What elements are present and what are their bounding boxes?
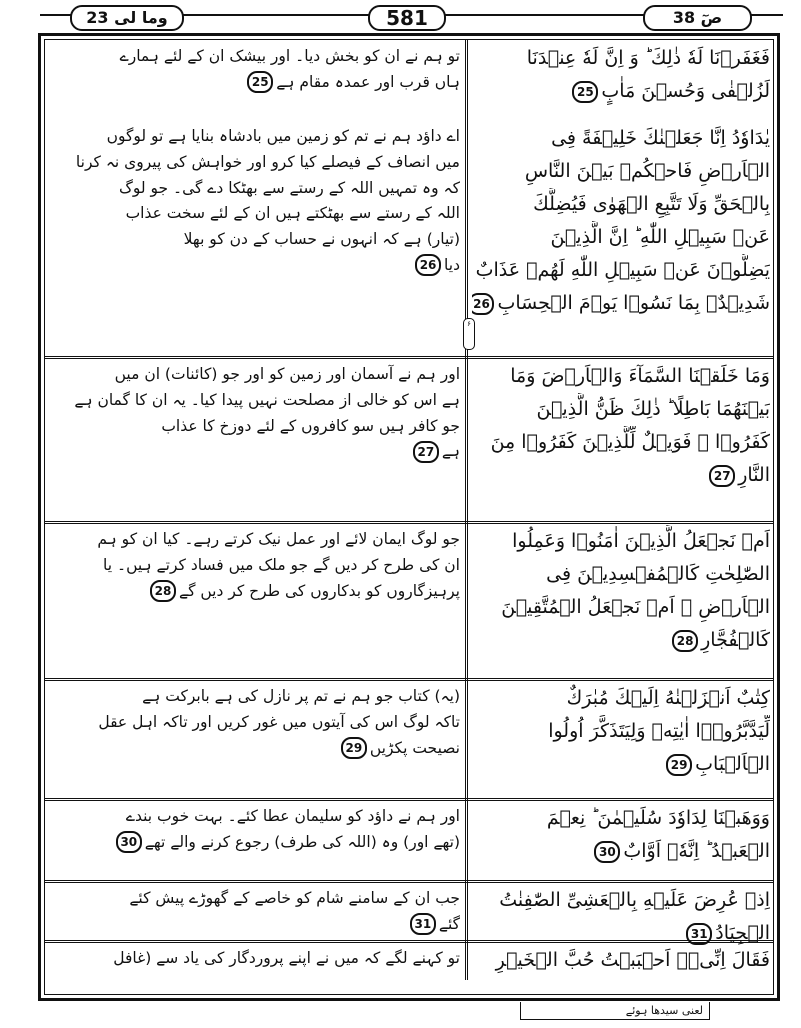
arabic-line: الصّٰلِحٰتِ كَالۡمُفۡسِدِيۡنَ فِى bbox=[546, 563, 770, 585]
arabic-verse bbox=[472, 42, 770, 108]
arabic-verse bbox=[472, 122, 770, 320]
urdu-line: ہے اس کو خالی از مصلحت نہیں پیدا کیا۔ یہ ان کا گمان ہے bbox=[74, 390, 460, 409]
footnote: لعنی سیدھا ہوئے bbox=[520, 1002, 710, 1020]
arabic-line: الۡاَرۡضِ ۖ اَمۡ نَجۡعَلُ الۡمُتَّقِيۡنَ bbox=[501, 596, 770, 618]
arabic-line: بَيۡنَهُمَا بَاطِلًا ؕ ذٰلِكَ ظَنُّ الَّذِيۡنَ bbox=[536, 398, 770, 420]
arabic-line: كِتٰبٌ اَنۡزَلۡنٰهُ اِلَيۡكَ مُبٰرَكٌ bbox=[566, 687, 770, 709]
urdu-line: اور ہم نے آسمان اور زمین کو اور جو (کائنات) ان میں bbox=[114, 365, 460, 383]
para-label: وما لی 23 bbox=[70, 5, 184, 31]
ayah-number-badge: 29 bbox=[341, 737, 367, 759]
urdu-line: اللہ کے رستے سے بھٹکتے ہیں ان کے لئے سخت عذاب bbox=[125, 204, 460, 223]
ayah-number-badge: 30 bbox=[116, 831, 142, 853]
section-divider bbox=[45, 356, 773, 359]
urdu-translation bbox=[48, 44, 460, 96]
arabic-verse bbox=[472, 360, 770, 492]
ayah-number-badge: 26 bbox=[415, 254, 441, 276]
urdu-line: تو کہنے لگے کہ میں نے اپنے پروردگار کی یاد سے (غافل bbox=[113, 949, 460, 967]
arabic-line: لَزُلۡفٰى وَحُسۡنَ مَاٰبٍ25 bbox=[472, 75, 770, 108]
ayah-number-badge: 28 bbox=[672, 630, 698, 652]
arabic-verse bbox=[472, 944, 770, 977]
arabic-verse bbox=[472, 802, 770, 868]
urdu-translation bbox=[48, 684, 460, 761]
arabic-line: الۡاَلۡبَابِ29 bbox=[472, 748, 770, 781]
urdu-line: نصیحت پکڑیں29 bbox=[48, 736, 460, 762]
ayah-number-badge: 27 bbox=[413, 441, 439, 463]
arabic-line: اِذۡ عُرِضَ عَلَيۡهِ بِالۡعَشِىِّ الصّٰفِنٰتُ bbox=[499, 889, 770, 911]
urdu-translation bbox=[48, 946, 460, 972]
arabic-line: كَالۡفُجَّارِ28 bbox=[472, 624, 770, 657]
arabic-line: وَمَا خَلَقۡنَا السَّمَآءَ وَالۡاَرۡضَ وَمَا bbox=[510, 365, 770, 387]
arabic-line: الۡعَبۡدُ ؕ اِنَّهٗۤ اَوَّابٌ30 bbox=[472, 835, 770, 868]
ayah-number-badge: 25 bbox=[247, 71, 273, 93]
urdu-line: جب ان کے سامنے شام کو خاصے کے گھوڑے پیش کئے bbox=[129, 889, 460, 907]
arabic-line: الۡاَرۡضِ فَاحۡكُمۡ بَيۡنَ النَّاسِ bbox=[524, 160, 770, 182]
arabic-line: لِّيَدَّبَّرُوۡۤا اٰيٰتِهٖ وَلِيَتَذَكَّرَ اُولُوا bbox=[548, 720, 770, 742]
arabic-line: يٰدَاوٗدُ اِنَّا جَعَلۡنٰكَ خَلِيۡفَةً فِى bbox=[551, 127, 770, 149]
arabic-verse bbox=[472, 884, 770, 950]
urdu-line: ہے27 bbox=[48, 439, 460, 465]
section-divider bbox=[45, 521, 773, 524]
arabic-line: كَفَرُوۡا ۚ فَوَيۡلٌ لِّلَّذِيۡنَ كَفَرُوۡا مِنَ bbox=[490, 431, 770, 453]
surah-label: صٓ 38 bbox=[643, 5, 752, 31]
arabic-line: عَنۡ سَبِيۡلِ اللّٰهِ ؕ اِنَّ الَّذِيۡنَ bbox=[550, 226, 770, 248]
column-divider bbox=[465, 40, 468, 980]
arabic-line: اَمۡ نَجۡعَلُ الَّذِيۡنَ اٰمَنُوۡا وَعَمِلُوا bbox=[512, 530, 770, 552]
arabic-line: النَّارِ27 bbox=[472, 459, 770, 492]
ayah-number-badge: 28 bbox=[150, 580, 176, 602]
urdu-line: تو ہم نے ان کو بخش دیا۔ اور بیشک ان کے لئے ہمارے bbox=[119, 47, 460, 65]
arabic-line: شَدِيۡدٌۢ بِمَا نَسُوۡا يَوۡمَ الۡحِسَابِ26 bbox=[472, 287, 770, 320]
urdu-translation bbox=[48, 124, 460, 279]
urdu-line: کہ وہ تمہیں اللہ کے رستے سے بھٹکا دے گی۔ جو لوگ bbox=[118, 178, 460, 197]
arabic-line: فَقَالَ اِنِّىۡۤ اَحۡبَبۡتُ حُبَّ الۡخَيۡرِ bbox=[495, 949, 770, 971]
ayah-number-badge: 27 bbox=[709, 465, 735, 487]
urdu-line: ان کی طرح کر دیں گے جو ملک میں فساد کرتے ہیں۔ یا bbox=[103, 555, 460, 574]
urdu-line: جو لوگ ایمان لائے اور عمل نیک کرتے رہے۔ کیا ان کو ہم bbox=[97, 530, 460, 548]
arabic-verse bbox=[472, 682, 770, 781]
urdu-line: دیا26 bbox=[48, 253, 460, 279]
arabic-line: الۡجِيَادُ31 bbox=[472, 917, 770, 950]
section-divider bbox=[45, 798, 773, 801]
urdu-line: جو کافر ہیں سو کافروں کے لئے دوزخ کا عذاب bbox=[161, 416, 460, 435]
section-divider bbox=[45, 678, 773, 681]
arabic-verse bbox=[472, 525, 770, 657]
page-number: 581 bbox=[368, 5, 446, 31]
arabic-line: يَضِلُّوۡنَ عَنۡ سَبِيۡلِ اللّٰهِ لَهُمۡ عَذَابٌ bbox=[475, 259, 770, 281]
arabic-line: فَغَفَرۡنَا لَهٗ ذٰلِكَ ؕ وَ اِنَّ لَهٗ عِنۡدَنَا bbox=[526, 47, 770, 69]
urdu-translation bbox=[48, 804, 460, 856]
urdu-translation bbox=[48, 362, 460, 465]
urdu-line: (تھے اور) وہ (اللہ کی طرف) رجوع کرنے والے تھے30 bbox=[48, 830, 460, 856]
urdu-line: اے داؤد ہم نے تم کو زمین میں بادشاہ بنایا ہے تو لوگوں bbox=[106, 127, 460, 145]
sajdah-marker: ۶ bbox=[463, 318, 475, 350]
urdu-line: پرہیزگاروں کو بدکاروں کی طرح کر دیں گے28 bbox=[48, 579, 460, 605]
urdu-translation bbox=[48, 527, 460, 604]
urdu-line: (یہ) کتاب جو ہم نے تم پر نازل کی ہے بابرکت ہے bbox=[142, 687, 460, 705]
ayah-number-badge: 25 bbox=[572, 81, 598, 103]
ayah-number-badge: 26 bbox=[472, 293, 494, 315]
ayah-number-badge: 29 bbox=[666, 754, 692, 776]
urdu-line: (تیار) ہے کہ انہوں نے حساب کے دن کو بھلا bbox=[183, 230, 460, 249]
urdu-line: تاکہ لوگ اس کی آیتوں میں غور کریں اور تاکہ اہل عقل bbox=[98, 712, 460, 731]
urdu-line: اور ہم نے داؤد کو سلیمان عطا کئے۔ بہت خوب بندے bbox=[125, 807, 460, 825]
arabic-line: وَوَهَبۡنَا لِدَاوٗدَ سُلَيۡمٰنَ ؕ نِعۡمَ bbox=[546, 807, 770, 829]
urdu-translation bbox=[48, 886, 460, 938]
arabic-line: بِالۡحَقِّ وَلَا تَتَّبِعِ الۡهَوٰى فَيُضِلَّكَ bbox=[533, 193, 770, 215]
ayah-number-badge: 31 bbox=[686, 923, 712, 945]
section-divider bbox=[45, 880, 773, 883]
urdu-line: میں انصاف کے فیصلے کیا کرو اور خواہش کی پیروی نہ کرنا bbox=[75, 152, 460, 171]
urdu-line: ہاں قرب اور عمدہ مقام ہے25 bbox=[48, 70, 460, 96]
ayah-number-badge: 30 bbox=[594, 841, 620, 863]
urdu-line: گئے31 bbox=[48, 912, 460, 938]
ayah-number-badge: 31 bbox=[410, 913, 436, 935]
